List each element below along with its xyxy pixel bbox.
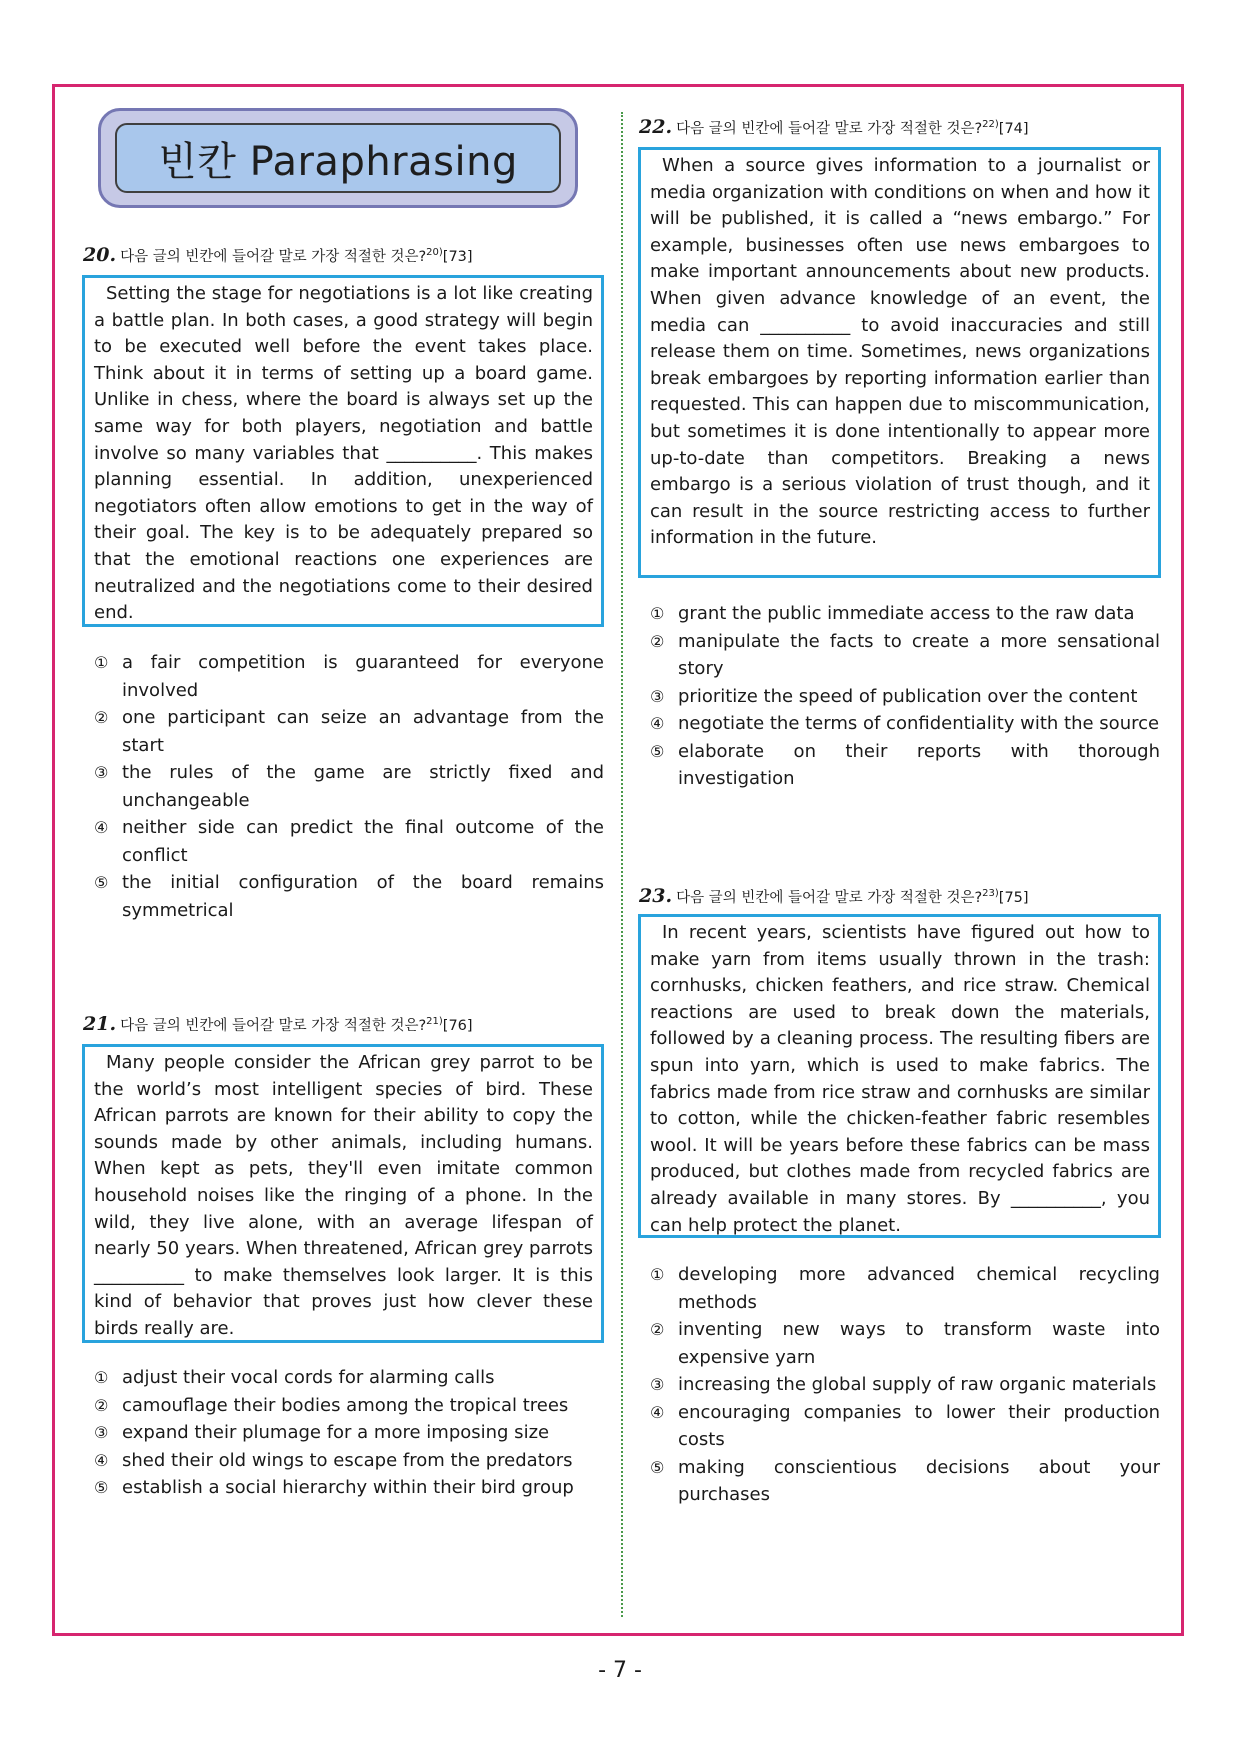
question-prompt: 다음 글의 빈칸에 들어갈 말로 가장 적절한 것은? [120, 1018, 427, 1034]
question-21-passage: Many people consider the African grey parrot to be the world’s most intelligent species of bird. These African parrots are known for their ability to copy the sounds made by other animals, including humans. When kept as pets, they'll even imitate common household noises like the ringing of a phone. In the wild, they live alone, with an average lifespan of nearly 50 years. When threatened, African grey parrots __________ to make themselves look larger. It is this kind of behavior that proves just how clever these birds really are. [82, 1044, 604, 1343]
question-20-header [83, 244, 473, 266]
option-5[interactable]: ⑤ the initial configuration of the board remains symmetrical [94, 872, 604, 921]
question-21-header [83, 1013, 473, 1035]
option-5[interactable]: ⑤ elaborate on their reports with thorough investigation [650, 740, 1160, 789]
question-23-passage: In recent years, scientists have figured out how to make yarn from items usually thrown in the trash: cornhusks, chicken feathers, and rice straw. Chemical reactions are used to break down the materials, followed by a cleaning process. The resulting fibers are spun into yarn, which is used to make fabrics. The fabrics made from rice straw and cornhusks are similar to cotton, while the chicken-feather fabric resembles wool. It will be years before these fabrics can be mass produced, but clothes made from recycled fabrics are already available in many stores. By __________, you can help protect the planet. [638, 914, 1161, 1238]
question-number: 21. [83, 1013, 117, 1035]
question-ref: 22) [982, 119, 999, 131]
option-3[interactable]: ③ increasing the global supply of raw organic materials [650, 1374, 1157, 1395]
option-1[interactable]: ① grant the public immediate access to the raw data [650, 603, 1135, 624]
question-23-header [639, 885, 1029, 907]
option-1[interactable]: ① adjust their vocal cords for alarming calls [94, 1367, 495, 1388]
column-divider [621, 112, 623, 1617]
option-4[interactable]: ④ negotiate the terms of confidentiality with the source [650, 713, 1160, 734]
question-code: [74] [998, 121, 1029, 137]
question-23-options [650, 1261, 1160, 1509]
question-code: [76] [442, 1018, 473, 1034]
question-number: 23. [639, 885, 673, 907]
option-3[interactable]: ③ prioritize the speed of publication over the content [650, 685, 1138, 707]
option-4[interactable]: ④ shed their old wings to escape from the predators [94, 1449, 573, 1471]
question-ref: 20) [426, 247, 443, 259]
question-20-passage: Setting the stage for negotiations is a lot like creating a battle plan. In both cases, a good strategy will begin to be executed well before the event takes place. Think about it in terms of setting up a board game. Unlike in chess, where the board is always set up the same way for both players, negotiation and battle involve so many variables that __________. This makes planning essential. In addition, unexperienced negotiators often allow emotions to get in the way of their goal. The key is to be adequately prepared so that the emotional reactions one experiences are neutralized and the negotiations come to their desired end. [82, 275, 604, 627]
question-number: 20. [83, 244, 117, 266]
option-2[interactable]: ② one participant can seize an advantage from the start [94, 707, 604, 756]
option-1[interactable]: ① developing more advanced chemical recycling methods [650, 1264, 1160, 1313]
option-1[interactable]: ① a fair competition is guaranteed for everyone involved [94, 652, 604, 701]
question-22-options [650, 600, 1160, 793]
option-2[interactable]: ② camouflage their bodies among the tropical trees [94, 1394, 569, 1416]
question-ref: 21) [426, 1016, 443, 1028]
option-4[interactable]: ④ encouraging companies to lower their production costs [650, 1401, 1160, 1450]
option-3[interactable]: ③ the rules of the game are strictly fixed and unchangeable [94, 762, 604, 811]
section-title-badge [98, 108, 578, 208]
question-ref: 23) [982, 888, 999, 900]
question-code: [73] [442, 249, 473, 265]
question-prompt: 다음 글의 빈칸에 들어갈 말로 가장 적절한 것은? [676, 121, 983, 137]
page-number: - 7 - [598, 1658, 642, 1683]
question-22-passage: When a source gives information to a journalist or media organization with conditions on when and how it will be published, it is called a “news embargo.” For example, businesses often use news embargoes to make important announcements about new products. When given advance knowledge of an event, the media can __________ to avoid inaccuracies and still release them on time. Sometimes, news organizations break embargoes by reporting information earlier than requested. This can happen due to miscommunication, but sometimes it is done intentionally to appear more up-to-date than competitors. Breaking a news embargo is a serious violation of trust though, and it can result in the source restricting access to further information in the future. [638, 147, 1161, 578]
option-2[interactable]: ② manipulate the facts to create a more sensational story [650, 630, 1160, 679]
section-title: 빈칸 Paraphrasing [115, 123, 561, 193]
question-code: [75] [998, 890, 1029, 906]
option-5[interactable]: ⑤ establish a social hierarchy within their bird group [94, 1477, 574, 1498]
question-20-options [94, 649, 604, 924]
option-4[interactable]: ④ neither side can predict the final outcome of the conflict [94, 817, 604, 866]
question-prompt: 다음 글의 빈칸에 들어갈 말로 가장 적절한 것은? [676, 890, 983, 906]
option-5[interactable]: ⑤ making conscientious decisions about your purchases [650, 1456, 1160, 1505]
question-prompt: 다음 글의 빈칸에 들어갈 말로 가장 적절한 것은? [120, 249, 427, 265]
option-2[interactable]: ② inventing new ways to transform waste into expensive yarn [650, 1319, 1160, 1368]
question-22-header [639, 116, 1029, 138]
question-21-options [94, 1364, 604, 1502]
question-number: 22. [639, 116, 673, 138]
option-3[interactable]: ③ expand their plumage for a more imposing size [94, 1422, 550, 1443]
